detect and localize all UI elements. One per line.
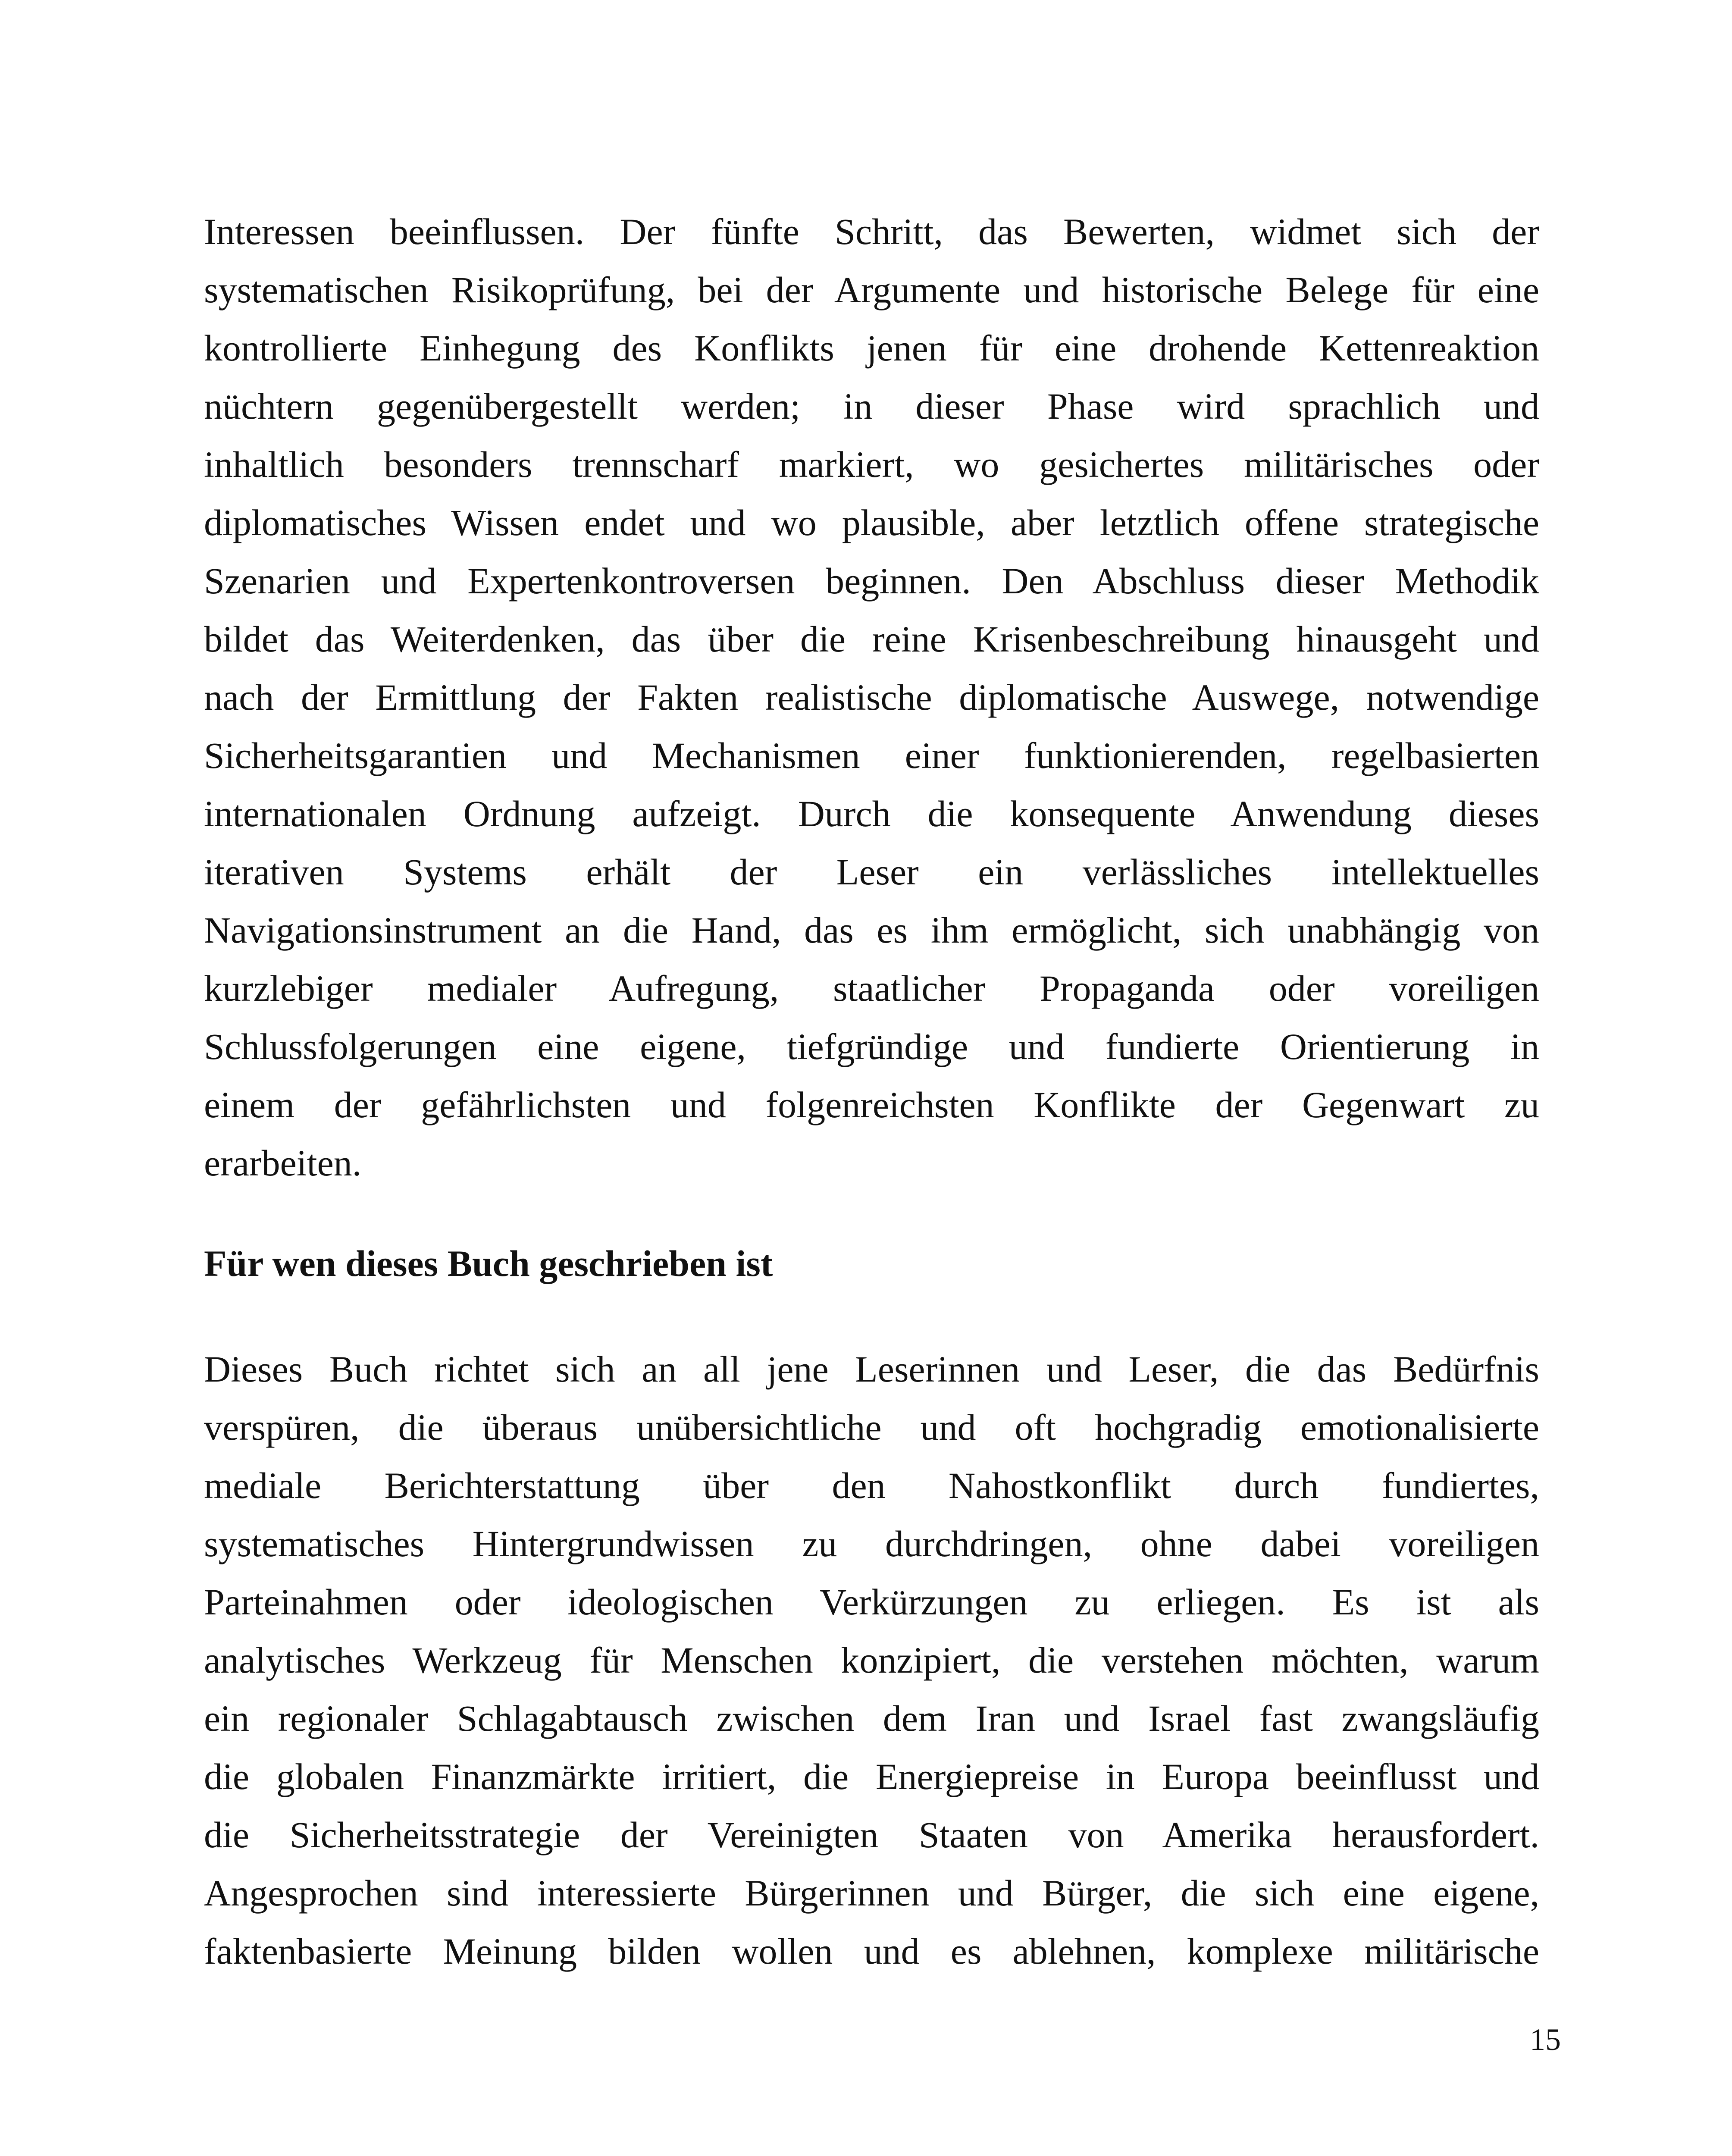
text-line: kurzlebiger medialer Aufregung, staatlicher Propaganda oder voreiligen xyxy=(204,968,1539,1009)
text-line: einem der gefährlichsten und folgenreichsten Konflikte der Gegenwart zu xyxy=(204,1084,1539,1125)
text-line: mediale Berichterstattung über den Nahostkonflikt durch fundiertes, xyxy=(204,1465,1539,1506)
text-line: Dieses Buch richtet sich an all jene Leserinnen und Leser, die das Bedürfnis xyxy=(204,1348,1539,1390)
text-line: verspüren, die überaus unübersichtliche und oft hochgradig emotionalisierte xyxy=(204,1407,1539,1448)
text-line: Navigationsinstrument an die Hand, das es ihm ermöglicht, sich unabhängig von xyxy=(204,909,1539,951)
text-line: inhaltlich besonders trennscharf markiert, wo gesichertes militärisches oder xyxy=(204,444,1539,485)
text-line: systematisches Hintergrundwissen zu durchdringen, ohne dabei voreiligen xyxy=(204,1523,1539,1564)
section-heading: Für wen dieses Buch geschrieben ist xyxy=(204,1243,773,1284)
text-line: analytisches Werkzeug für Menschen konzipiert, die verstehen möchten, warum xyxy=(204,1639,1539,1681)
text-line: ein regionaler Schlagabtausch zwischen dem Iran und Israel fast zwangsläufig xyxy=(204,1698,1539,1739)
text-line: nüchtern gegenübergestellt werden; in dieser Phase wird sprachlich und xyxy=(204,385,1539,427)
text-line: faktenbasierte Meinung bilden wollen und es ablehnen, komplexe militärische xyxy=(204,1930,1539,1972)
text-line: Szenarien und Expertenkontroversen beginnen. Den Abschluss dieser Methodik xyxy=(204,560,1539,602)
text-line: Schlussfolgerungen eine eigene, tiefgründige und fundierte Orientierung in xyxy=(204,1026,1539,1067)
text-line: Interessen beeinflussen. Der fünfte Schritt, das Bewerten, widmet sich der xyxy=(204,211,1539,252)
text-line: Parteinahmen oder ideologischen Verkürzungen zu erliegen. Es ist als xyxy=(204,1581,1539,1623)
text-line: systematischen Risikoprüfung, bei der Argumente und historische Belege für eine xyxy=(204,269,1539,310)
text-line: iterativen Systems erhält der Leser ein verlässliches intellektuelles xyxy=(204,851,1539,893)
text-line: die globalen Finanzmärkte irritiert, die Energiepreise in Europa beeinflusst und xyxy=(204,1756,1539,1797)
text-line: erarbeiten. xyxy=(204,1142,362,1184)
text-line: kontrollierte Einhegung des Konflikts jenen für eine drohende Kettenreaktion xyxy=(204,327,1539,369)
text-line: diplomatisches Wissen endet und wo plausible, aber letztlich offene strategische xyxy=(204,502,1539,543)
text-line: nach der Ermittlung der Fakten realistische diplomatische Auswege, notwendige xyxy=(204,677,1539,718)
text-line: die Sicherheitsstrategie der Vereinigten Staaten von Amerika herausfordert. xyxy=(204,1814,1539,1855)
text-line: internationalen Ordnung aufzeigt. Durch die konsequente Anwendung dieses xyxy=(204,793,1539,834)
page-number: 15 xyxy=(1530,2022,1561,2057)
text-line: Angesprochen sind interessierte Bürgerinnen und Bürger, die sich eine eigene, xyxy=(204,1872,1539,1914)
text-line: bildet das Weiterdenken, das über die reine Krisenbeschreibung hinausgeht und xyxy=(204,618,1539,660)
text-line: Sicherheitsgarantien und Mechanismen einer funktionierenden, regelbasierten xyxy=(204,735,1539,776)
